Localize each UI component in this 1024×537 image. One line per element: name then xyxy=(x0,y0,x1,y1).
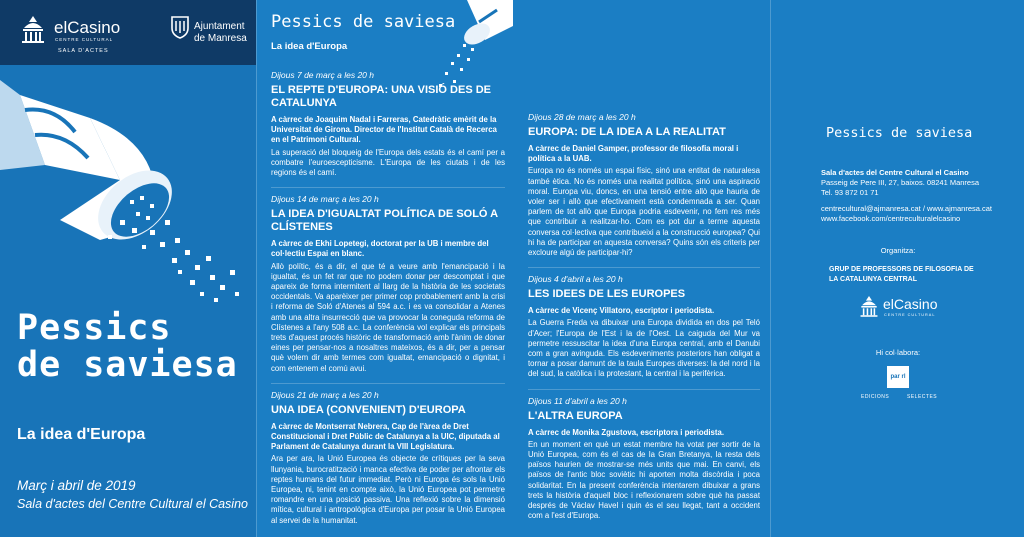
program-column-2 xyxy=(514,0,770,537)
info-facebook: www.facebook.com/centreculturalelcasino xyxy=(821,214,961,223)
organizer-name: GRUP DE PROFESSORS DE FILOSOFIA DE LA CATALUNYA CENTRAL xyxy=(829,266,974,283)
salt-shaker-illustration xyxy=(0,70,256,305)
event-speaker: A càrrec de Joaquim Nadal i Farreras, Catedràtic emèrit de la Universitat de Girona. Director de l'Institut Català de Recerca en el Patrimoni Cultural. xyxy=(271,115,497,145)
event-speaker: A càrrec de Vicenç Villatoro, escriptor i periodista. xyxy=(528,306,715,316)
casino-building-icon xyxy=(859,294,879,318)
casino-logo-name: elCasino xyxy=(54,18,121,37)
cover-title xyxy=(17,310,238,384)
info-casino-logo-name: elCasino xyxy=(883,296,938,312)
event-description: Ara per ara, la Unió Europea és objecte de crítiques per la seva llunyania, burocratització i manca efectiva de poder per afrontar els reptes humans del futur immediat. Però ni Europa és sols la Unió Europea, ni, tenint en compte això, la Unió Europea pot permetre romandre en una posició passiva. Una reflexió sobre la dimensió mítica, cultural i antropològica d'Europa per posar la Unió Europea al servei de la humanitat. xyxy=(271,454,505,525)
publisher-name-1: EDICIONS xyxy=(861,394,890,400)
event-date: Dijous 7 de març a les 20 h xyxy=(271,70,374,80)
divider xyxy=(528,267,760,268)
casino-building-icon xyxy=(20,14,46,44)
event-description: La Guerra Freda va dibuixar una Europa dividida en dos pel Teló d'Acer; l'Europa de l'Est i la de l'Oest. La caiguda del Mur va permetre ressuscitar la idea d'una Europa central, amb el Danubi com a gran avinguda. Els esdeveniments posteriors han obligat a tornar a posar damunt de la taula Europes diverses: la del nord i la del sud, la catòlica i la protestant, la central i la perifèrica. xyxy=(528,318,760,379)
info-contact-block xyxy=(821,168,1021,224)
event-card xyxy=(528,112,760,258)
event-card xyxy=(528,396,760,522)
publisher-logo-icon: par rl xyxy=(887,366,909,388)
event-speaker: A càrrec de Montserrat Nebrera, Cap de l'àrea de Dret Constitucional i Dret Públic de Catalunya a la UIC, diputada al Parlament de Catalunya durant la VIII Legislatura. xyxy=(271,421,500,452)
info-email-web: centrecultural@ajmanresa.cat / www.ajmanresa.cat xyxy=(821,204,993,213)
event-speaker: A càrrec de Monika Zgustova, escriptora i periodista. xyxy=(528,427,724,437)
manresa-shield-icon xyxy=(170,15,190,39)
event-date: Dijous 4 d'abril a les 20 h xyxy=(528,274,623,285)
divider xyxy=(271,187,505,188)
logo-bar xyxy=(0,0,256,65)
info-address: Passeig de Pere III, 27, baixos. 08241 Manresa xyxy=(821,178,980,187)
event-date: Dijous 28 de març a les 20 h xyxy=(528,112,636,122)
event-list-2 xyxy=(528,112,760,530)
event-speaker: A càrrec de Daniel Gamper, professor de filosofia moral i política a la UAB. xyxy=(528,144,739,164)
event-description: Allò polític, és a dir, el que té a veure amb l'emancipació i la igualtat, és un fet rar que no podem donar per descomptat i que apareix de forma intermitent al llarg de la història de les societats occidentals. Va aparèixer per primer cop probablement amb la crisi i reforma de Soló d'Atenes al 594 a.c. i es va consolidar a Atenes amb una altra insurrecció que va provocar la coneguda reforma de Clístenes a l'any 508 a.c. La conferència vol explicar els principals trets d'aquest procés històric de transformació amb l'ànim de donar eines per pensar-nos a nosaltres mateixos, és a dir, per a pensar què volem dir amb termes com igualtat, emancipació o dignitat, i com entenem el comú avui. xyxy=(271,261,505,373)
publisher-name-2: SELECTES xyxy=(907,394,938,400)
event-title: UNA IDEA (CONVENIENT) D'EUROPA xyxy=(271,403,466,416)
program-subtitle: La idea d'Europa xyxy=(271,41,348,52)
event-title: EL REPTE D'EUROPA: UNA VISIÓ DES DE CATALUNYA xyxy=(271,84,491,109)
info-phone: Tel. 93 872 01 71 xyxy=(821,188,879,197)
event-description: La superació del bloqueig de l'Europa dels estats és el camí per a combatre l'euroescepticisme. L'Europa de les ciutats i de les regions és el camí. xyxy=(271,147,505,178)
cover-title-line1: Pessics xyxy=(17,308,172,348)
event-title: L'ALTRA EUROPA xyxy=(528,409,623,422)
organizer-label: Organitza: xyxy=(880,246,916,255)
event-date: Dijous 14 de març a les 20 h xyxy=(271,194,379,205)
cover-subtitle: La idea d'Europa xyxy=(17,426,146,443)
info-venue: Sala d'actes del Centre Cultural el Casino xyxy=(821,168,969,177)
divider xyxy=(528,389,760,390)
program-title: Pessics de saviesa xyxy=(271,12,456,32)
casino-logo-sub: CENTRE CULTURAL xyxy=(55,37,114,42)
collaborator-label: Hi col·labora: xyxy=(875,348,921,357)
event-description: Europa no és només un espai físic, sinó una entitat de naturalesa també ètica. No és només una realitat política, sinó una aspiració moral. Europa viu, doncs, en una tensió entre allò que hauria de voler ser i allò que efectivament està condemnada a ser. Quan parlem de tot allò que Europa podria esdevenir, no fem res més que contribuir a realitzar-ho. Com es pot dur a terme aquesta conversa col·lectiva que contribueixi a la construcció europea? Qui hi ha de participar en aquesta conversa? Quins són els criteris per excloure algú de participar-hi? xyxy=(528,166,760,258)
event-title: EUROPA: DE LA IDEA A LA REALITAT xyxy=(528,126,726,138)
event-list-1 xyxy=(271,70,505,535)
event-card xyxy=(271,390,505,526)
info-column xyxy=(770,0,1024,537)
event-date: Dijous 21 de març a les 20 h xyxy=(271,389,379,400)
divider xyxy=(271,383,505,384)
cover-panel xyxy=(0,0,256,537)
event-card xyxy=(528,274,760,379)
cover-date-block xyxy=(17,477,248,513)
event-title: LA IDEA D'IGUALTAT POLÍTICA DE SOLÓ A CLÍSTENES xyxy=(271,208,498,234)
event-date: Dijous 11 d'abril a les 20 h xyxy=(528,395,627,406)
cover-title-line2: de saviesa xyxy=(17,345,238,385)
event-title: LES IDEES DE LES EUROPES xyxy=(528,288,686,301)
event-card xyxy=(271,70,505,178)
cover-venue: Sala d'actes del Centre Cultural el Casino xyxy=(17,497,248,511)
event-speaker: A càrrec de Ekhi Lopetegi, doctorat per la UB i membre del col·lectiu Espai en blanc. xyxy=(271,239,489,259)
event-card xyxy=(271,194,505,374)
event-description: En un moment en què un estat membre ha votat per sortir de la Unió Europea, com és el cas de la Gran Bretanya, la resta dels països haurien de mostrar-se més units que mai. En canvi, els països de l'antic bloc soviètic hi aporten molta discòrdia i poca solidaritat. En la present conferència intentarem dibuixar a grans trets la història d'aquell bloc i reflexionarem sobre què ha passat després de Václav Havel i quin és el seu llegat, tant a occident com a l'est d'Europa. xyxy=(528,439,760,521)
manresa-logo-line2: de Manresa xyxy=(194,33,247,44)
casino-logo-tag: SALA D'ACTES xyxy=(58,48,109,54)
info-casino-logo-sub: CENTRE CULTURAL xyxy=(884,313,936,317)
cover-dates: Març i abril de 2019 xyxy=(17,478,136,493)
manresa-logo-line1: Ajuntament xyxy=(194,21,245,32)
program-column-1 xyxy=(256,0,515,537)
info-title: Pessics de saviesa xyxy=(826,125,973,141)
